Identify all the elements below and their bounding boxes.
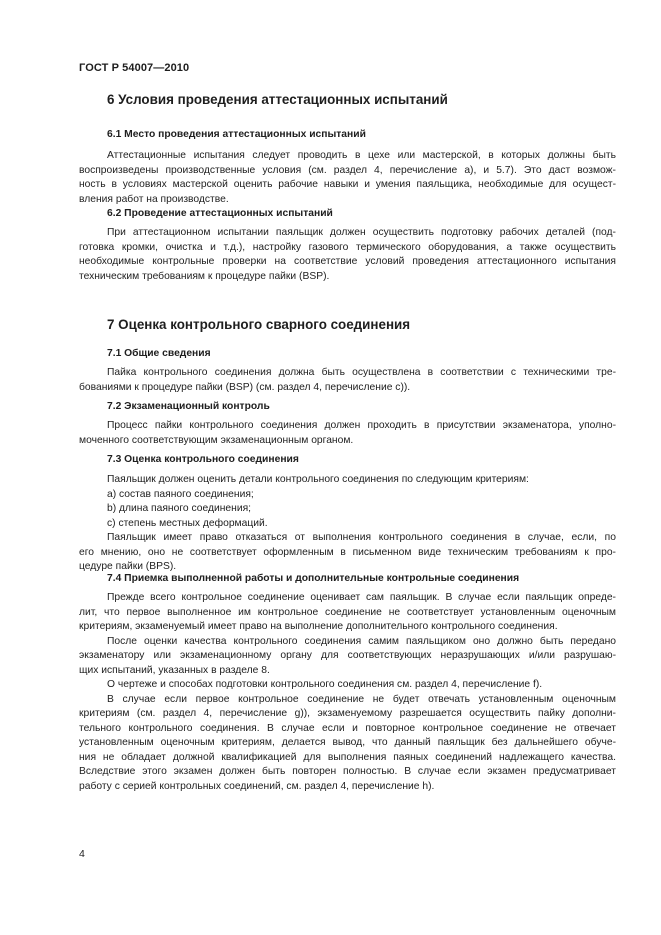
- text-line: Вследствие этого экзамен должен быть повторен полностью. В случае если экзамен предусматривает: [79, 766, 616, 777]
- text-line: необходимые контрольные проверки на соответствие условий проведения аттестационного испытания: [79, 256, 616, 267]
- text-line: В случае если первое контрольное соединение не будет отвечать установленным оценочным: [107, 693, 616, 705]
- text-line: Паяльщик имеет право отказаться от выполнения контрольного соединения в случае, если, по: [107, 532, 616, 543]
- text-line: лит, что первое выполненное им контрольное соединение не соответствует установленным оценочным: [79, 606, 616, 618]
- text-line: бованиями к процедуре пайки (BSP) (см. раздел 4, перечисление с)).: [79, 381, 411, 393]
- paragraph-6-2: [79, 226, 616, 284]
- text-line: тельного контрольного соединения. В случае если и повторное контрольное соединение не отвечает: [79, 722, 616, 734]
- list-item: с) степень местных деформаций.: [107, 517, 268, 529]
- text-line: воспроизведены производственные условия (см. раздел 4, перечисление а), и 5.7). Это даст возмож-: [79, 164, 616, 176]
- paragraph-6-1: [79, 149, 616, 207]
- subsection-7-1-heading: 7.1 Общие сведения: [107, 348, 211, 359]
- paragraph-7-1: [79, 366, 616, 395]
- subsection-6-1-heading: 6.1 Место проведения аттестационных испытаний: [107, 129, 366, 140]
- text-line: Процесс пайки контрольного соединения должен проходить в присутствии экзаменатора, уполно-: [107, 420, 616, 431]
- text-line: При аттестационном испытании паяльщик должен осуществить подготовку рабочих деталей (под-: [107, 227, 616, 238]
- text-line: работу с серией контрольных соединений, см. раздел 4, перечисление h).: [79, 780, 435, 792]
- list-item: а) состав паяного соединения;: [107, 488, 254, 500]
- text-line: ность в условиях мастерской оценить рабочие навыки и умения паяльщика, необходимые для осущест-: [79, 179, 616, 190]
- text-line: После оценки качества контрольного соединения самим паяльщиком оно должно быть передано: [107, 635, 616, 647]
- text-line: О чертеже и способах подготовки контрольного соединения см. раздел 4, перечисление f).: [107, 679, 543, 690]
- text-line: Аттестационные испытания следует проводить в цехе или мастерской, в которых должны быть: [107, 150, 616, 161]
- text-line: ния не обладает должной квалификацией для выполнения паяных соединений надлежащего качества.: [79, 751, 616, 763]
- text-line: готовка кромки, очистка и т.д.), настройку газового термического оборудования, а также осуществить: [79, 241, 616, 253]
- text-line: Паяльщик должен оценить детали контрольного соединения по следующим критериям:: [107, 474, 529, 485]
- section-6-heading: 6 Условия проведения аттестационных испытаний: [107, 92, 448, 107]
- subsection-7-2-heading: 7.2 Экзаменационный контроль: [107, 401, 270, 412]
- text-line: цедуре пайки (BPS).: [79, 561, 177, 572]
- text-line: критериям (см. раздел 4, перечисление g)), экзаменуемому разрешается осуществить пайку дополни-: [79, 708, 616, 719]
- text-line: Прежде всего контрольное соединение оценивает сам паяльщик. В случае если паяльщик опреде-: [107, 592, 616, 603]
- subsection-6-2-heading: 6.2 Проведение аттестационных испытаний: [107, 208, 333, 219]
- text-line: установленным оценочным критериям, делается вывод, что данный паяльщик без дальнейшего обуче-: [79, 737, 616, 748]
- subsection-7-4-heading: 7.4 Приемка выполненной работы и дополнительные контрольные соединения: [107, 573, 520, 584]
- standard-designation: ГОСТ Р 54007—2010: [79, 62, 190, 74]
- text-line: моченного соответствующим экзаменационным органом.: [79, 434, 354, 446]
- section-7-heading: 7 Оценка контрольного сварного соединения: [107, 317, 411, 332]
- paragraph-7-2: [79, 419, 616, 448]
- page-number: 4: [79, 848, 85, 860]
- paragraph-7-3: [79, 473, 616, 575]
- text-line: Пайка контрольного соединения должна быть осуществлена в соответствии с техническими тре-: [107, 367, 616, 378]
- subsection-7-3-heading: 7.3 Оценка контрольного соединения: [107, 454, 299, 465]
- text-line: щих испытаний, указанных в разделе 8.: [79, 664, 270, 676]
- text-line: критериям, экзаменуемый имеет право на выполнение дополнительного контрольного соединения.: [79, 621, 558, 632]
- list-item: b) длина паяного соединения;: [107, 503, 252, 514]
- text-line: вления работ на производстве.: [79, 193, 229, 205]
- text-line: экзаменатору или экзаменационному органу для соответствующих неразрушающих и/или разрушаю-: [79, 650, 616, 661]
- text-line: его мнению, оно не соответствует оформленным в письменном виде техническим требованиям к про-: [79, 546, 616, 558]
- text-line: техническим требованиям к процедуре пайки (BSP).: [79, 270, 330, 282]
- paragraph-7-4: [79, 591, 616, 794]
